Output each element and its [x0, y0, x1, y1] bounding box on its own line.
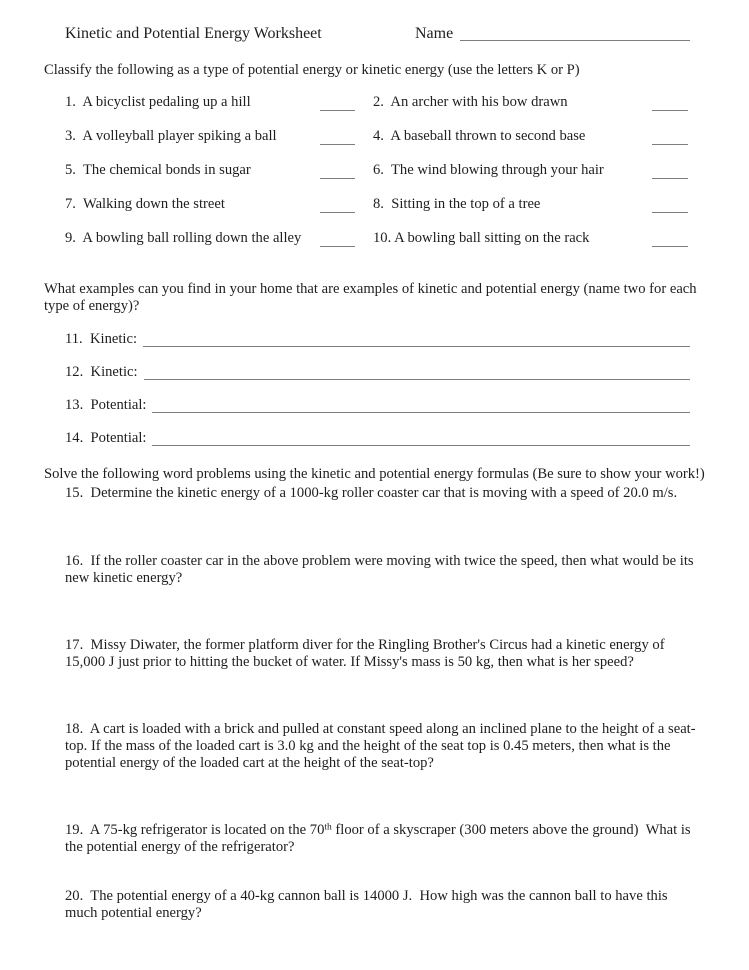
classify-item-1: 1. A bicyclist pedaling up a hill	[65, 94, 251, 110]
fill-blank-11[interactable]	[143, 331, 690, 347]
header	[65, 24, 705, 43]
problem-19-line2: the potential energy of the refrigerator?	[65, 839, 295, 855]
problem-17-line1: 17. Missy Diwater, the former platform diver for the Ringling Brother's Circus had a kinetic energy of	[65, 637, 665, 653]
fill-label-14: 14. Potential:	[65, 430, 147, 446]
problem-19	[65, 822, 705, 856]
problem-18-line3: potential energy of the loaded cart at the height of the seat-top?	[65, 755, 434, 771]
classify-item-9: 9. A bowling ball rolling down the alley	[65, 230, 302, 246]
answer-blank-7[interactable]	[320, 196, 355, 213]
fill-label-11: 11. Kinetic:	[65, 331, 138, 347]
word-problems-instruction: Solve the following word problems using the kinetic and potential energy formulas (Be sure to show your work!)	[44, 466, 705, 482]
problem-16-line2: new kinetic energy?	[65, 570, 183, 586]
name-label: Name	[415, 25, 454, 42]
answer-blank-10[interactable]	[652, 230, 688, 247]
answer-blank-3[interactable]	[320, 128, 355, 145]
classify-item-5: 5. The chemical bonds in sugar	[65, 162, 251, 178]
classify-item-7: 7. Walking down the street	[65, 196, 225, 212]
fill-label-13: 13. Potential:	[65, 397, 147, 413]
problem-16-line1: 16. If the roller coaster car in the above problem were moving with twice the speed, then what would be its	[65, 553, 694, 569]
answer-blank-1[interactable]	[320, 94, 355, 111]
classify-item-3: 3. A volleyball player spiking a ball	[65, 128, 277, 144]
fill-blank-12[interactable]	[144, 364, 690, 380]
classify-item-10: 10. A bowling ball sitting on the rack	[373, 230, 590, 246]
classify-item-4: 4. A baseball thrown to second base	[373, 128, 586, 144]
problem-20	[65, 888, 705, 922]
answer-blank-8[interactable]	[652, 196, 688, 213]
problem-18	[65, 721, 705, 772]
fill-label-12: 12. Kinetic:	[65, 364, 138, 380]
answer-blank-9[interactable]	[320, 230, 355, 247]
problem-17-line2: 15,000 J just prior to hitting the bucket of water. If Missy's mass is 50 kg, then what is her speed?	[65, 654, 634, 670]
problem-19-ordinal-superscript: th	[324, 822, 332, 833]
page-title: Kinetic and Potential Energy Worksheet	[65, 25, 322, 42]
answer-blank-6[interactable]	[652, 162, 688, 179]
problem-20-line1: 20. The potential energy of a 40-kg cannon ball is 14000 J. How high was the cannon ball to have this	[65, 888, 668, 904]
classify-item-8: 8. Sitting in the top of a tree	[373, 196, 541, 212]
problem-17	[65, 637, 705, 671]
name-blank-line[interactable]	[460, 24, 690, 41]
home-examples-question	[44, 281, 705, 315]
answer-blank-4[interactable]	[652, 128, 688, 145]
classify-item-6: 6. The wind blowing through your hair	[373, 162, 604, 178]
fill-blank-14[interactable]	[152, 430, 690, 446]
answer-blank-5[interactable]	[320, 162, 355, 179]
fill-row-11	[65, 331, 690, 348]
problem-19-line1-pre: 19. A 75-kg refrigerator is located on the 70	[65, 822, 325, 838]
problem-15-line1: 15. Determine the kinetic energy of a 1000-kg roller coaster car that is moving with a speed of 20.0 m/s.	[65, 485, 678, 501]
problem-16	[65, 553, 705, 587]
fill-blank-13[interactable]	[152, 397, 690, 413]
classify-item-2: 2. An archer with his bow drawn	[373, 94, 568, 110]
problem-19-line1	[65, 822, 705, 839]
problem-18-line2: top. If the mass of the loaded cart is 3.0 kg and the height of the seat top is 0.45 meters, then what is the	[65, 738, 671, 754]
classify-list	[65, 94, 705, 264]
name-field-group	[415, 24, 690, 43]
fill-row-13	[65, 397, 690, 414]
home-examples-question-line1: What examples can you find in your home that are examples of kinetic and potential energy (name two for each	[44, 281, 697, 297]
problem-18-line1: 18. A cart is loaded with a brick and pulled at constant speed along an inclined plane to the height of a seat-	[65, 721, 696, 737]
home-examples-question-line2: type of energy)?	[44, 298, 140, 314]
fill-row-12	[65, 364, 690, 381]
problem-19-line1-post: floor of a skyscraper (300 meters above the ground) What is	[331, 822, 691, 838]
problem-20-line2: much potential energy?	[65, 905, 202, 921]
classify-instruction: Classify the following as a type of potential energy or kinetic energy (use the letters K or P)	[44, 62, 580, 78]
problem-15	[65, 485, 705, 502]
answer-blank-2[interactable]	[652, 94, 688, 111]
fill-row-14	[65, 430, 690, 447]
